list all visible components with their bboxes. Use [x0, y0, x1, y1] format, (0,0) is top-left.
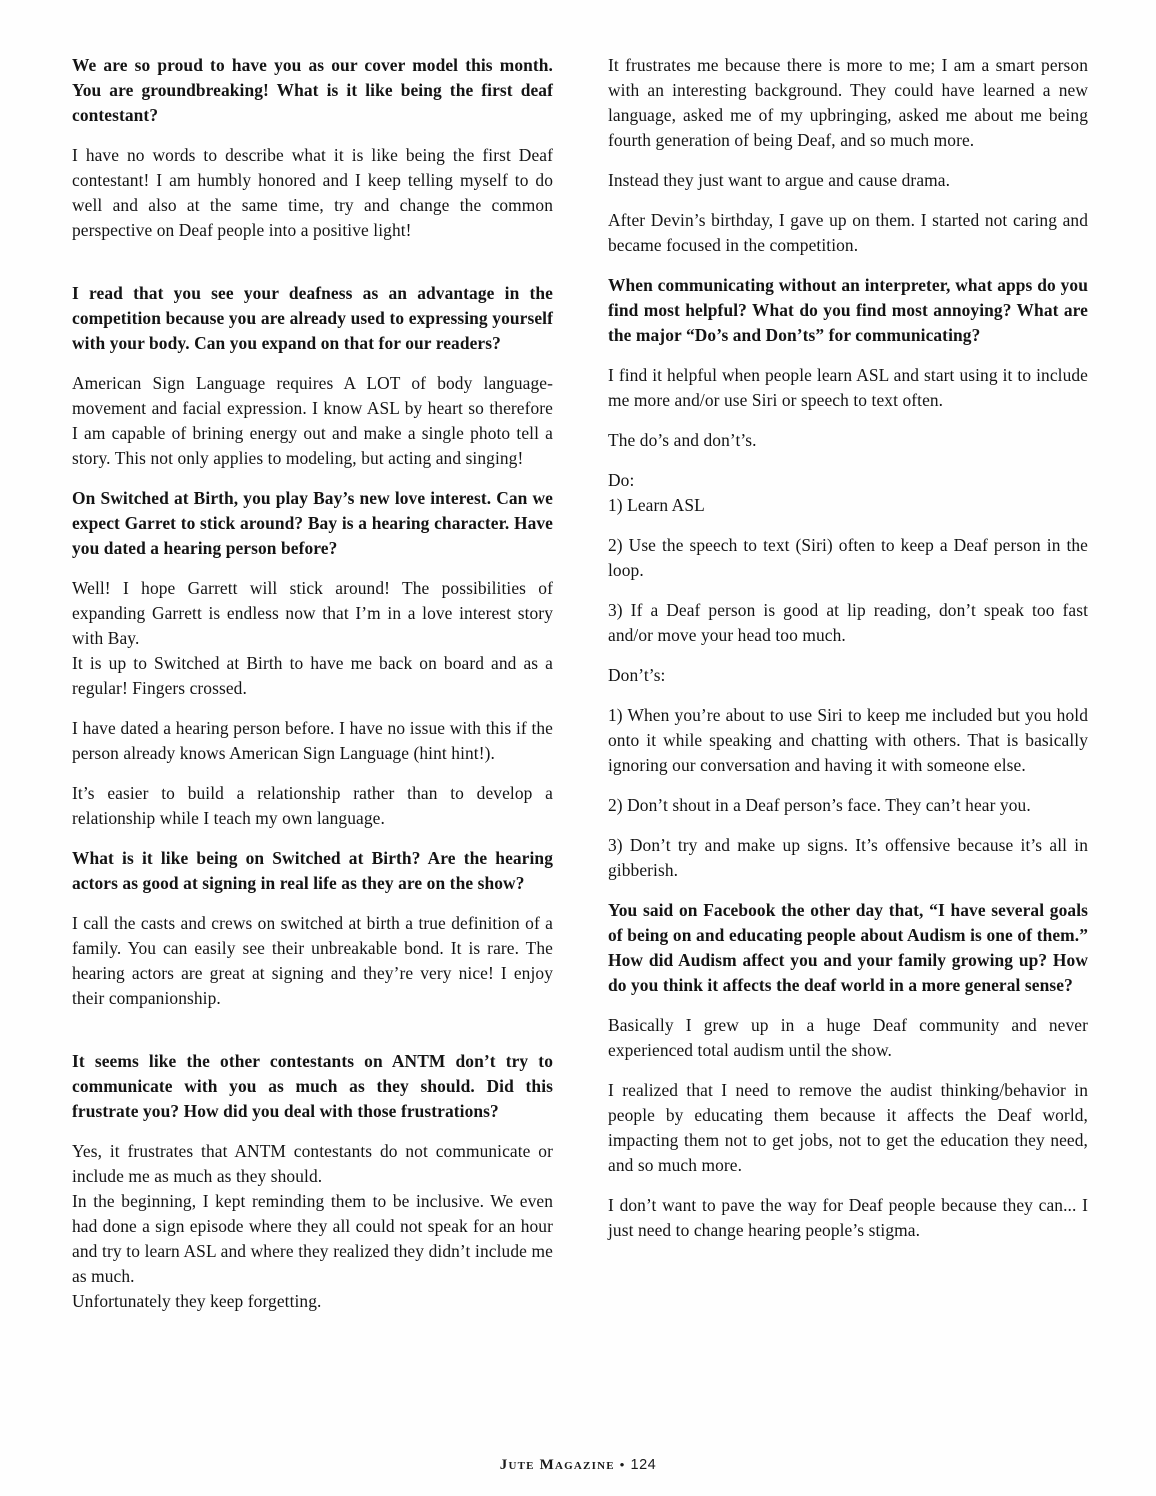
interview-answer: 3) If a Deaf person is good at lip reading, don’t speak too fast and/or move your head too much.: [608, 600, 1088, 645]
interview-answer: I have dated a hearing person before. I have no issue with this if the person already knows American Sign Language (hint hint!).: [72, 718, 553, 763]
interview-question: We are so proud to have you as our cover model this month. You are groundbreaking! What is it like being the first deaf contestant?: [72, 55, 553, 125]
interview-answer: 2) Use the speech to text (Siri) often to keep a Deaf person in the loop.: [608, 535, 1088, 580]
interview-answer: Don’t’s:: [608, 665, 666, 685]
footer-separator: •: [619, 1457, 626, 1472]
interview-answer: 1) When you’re about to use Siri to keep me included but you hold onto it while speaking and chatting with others. That is basically ignoring our conversation and having it with someone else.: [608, 705, 1088, 775]
page-footer: [0, 1457, 1156, 1474]
interview-answer: It’s easier to build a relationship rather than to develop a relationship while I teach my own language.: [72, 783, 553, 828]
interview-answer: I have no words to describe what it is like being the first Deaf contestant! I am humbly honored and I keep telling myself to do well and also at the same time, try and change the common perspective on Deaf people into a positive light!: [72, 145, 553, 240]
interview-question: When communicating without an interpreter, what apps do you find most helpful? What do you find most annoying? What are the major “Do’s and Don’ts” for communicating?: [608, 275, 1088, 345]
interview-answer: American Sign Language requires A LOT of body language-movement and facial expression. I know ASL by heart so therefore I am capable of brining energy out and make a single photo tell a story. This not only applies to modeling, but acting and singing!: [72, 373, 553, 468]
interview-answer: 3) Don’t try and make up signs. It’s offensive because it’s all in gibberish.: [608, 835, 1088, 880]
right-column: [608, 53, 1088, 1329]
interview-answer: Do: 1) Learn ASL: [608, 470, 705, 515]
interview-answer: Basically I grew up in a huge Deaf community and never experienced total audism until the show.: [608, 1015, 1088, 1060]
interview-answer: I find it helpful when people learn ASL and start using it to include me more and/or use Siri or speech to text often.: [608, 365, 1088, 410]
interview-question: I read that you see your deafness as an advantage in the competition because you are already used to expressing yourself with your body. Can you expand on that for our readers?: [72, 283, 553, 353]
page-number: 124: [630, 1457, 657, 1473]
interview-question: It seems like the other contestants on ANTM don’t try to communicate with you as much as they should. Did this frustrate you? How did you deal with those frustrations?: [72, 1051, 553, 1121]
interview-answer: I realized that I need to remove the audist thinking/behavior in people by educating them because it affects the Deaf world, impacting them not to get jobs, not to get the education they need, and so much more.: [608, 1080, 1088, 1175]
interview-answer: 2) Don’t shout in a Deaf person’s face. They can’t hear you.: [608, 795, 1031, 815]
interview-question: What is it like being on Switched at Birth? Are the hearing actors as good at signing in real life as they are on the show?: [72, 848, 553, 893]
left-column: [72, 53, 553, 1329]
magazine-name: Jute Magazine: [499, 1457, 615, 1473]
interview-answer: Instead they just want to argue and cause drama.: [608, 170, 951, 190]
interview-answer: I call the casts and crews on switched at birth a true definition of a family. You can easily see their unbreakable bond. It is rare. The hearing actors are great at signing and they’re very nice! I enjoy their companionship.: [72, 913, 553, 1008]
interview-answer: After Devin’s birthday, I gave up on them. I started not caring and became focused in the competition.: [608, 210, 1088, 255]
interview-answer: Yes, it frustrates that ANTM contestants do not communicate or include me as much as they should. In the beginning, I kept reminding them to be inclusive. We even had done a sign episode where they all could not speak for an hour and try to learn ASL and where they realized they didn’t include me as much. Unfortunately they keep forgetting.: [72, 1141, 553, 1311]
interview-answer: The do’s and don’t’s.: [608, 430, 757, 450]
interview-question: You said on Facebook the other day that, “I have several goals of being on and educating people about Audism is one of them.” How did Audism affect you and your family growing up? How do you think it affects the deaf world in a more general sense?: [608, 900, 1088, 995]
interview-answer: It frustrates me because there is more to me; I am a smart person with an interesting background. They could have learned a new language, asked me of my upbringing, asked me about me being fourth generation of being Deaf, and so much more.: [608, 55, 1088, 150]
interview-answer: I don’t want to pave the way for Deaf people because they can... I just need to change hearing people’s stigma.: [608, 1195, 1088, 1240]
interview-question: On Switched at Birth, you play Bay’s new love interest. Can we expect Garret to stick around? Bay is a hearing character. Have you dated a hearing person before?: [72, 488, 553, 558]
interview-answer: Well! I hope Garrett will stick around! The possibilities of expanding Garrett is endless now that I’m in a love interest story with Bay. It is up to Switched at Birth to have me back on board and as a regular! Fingers crossed.: [72, 578, 553, 698]
